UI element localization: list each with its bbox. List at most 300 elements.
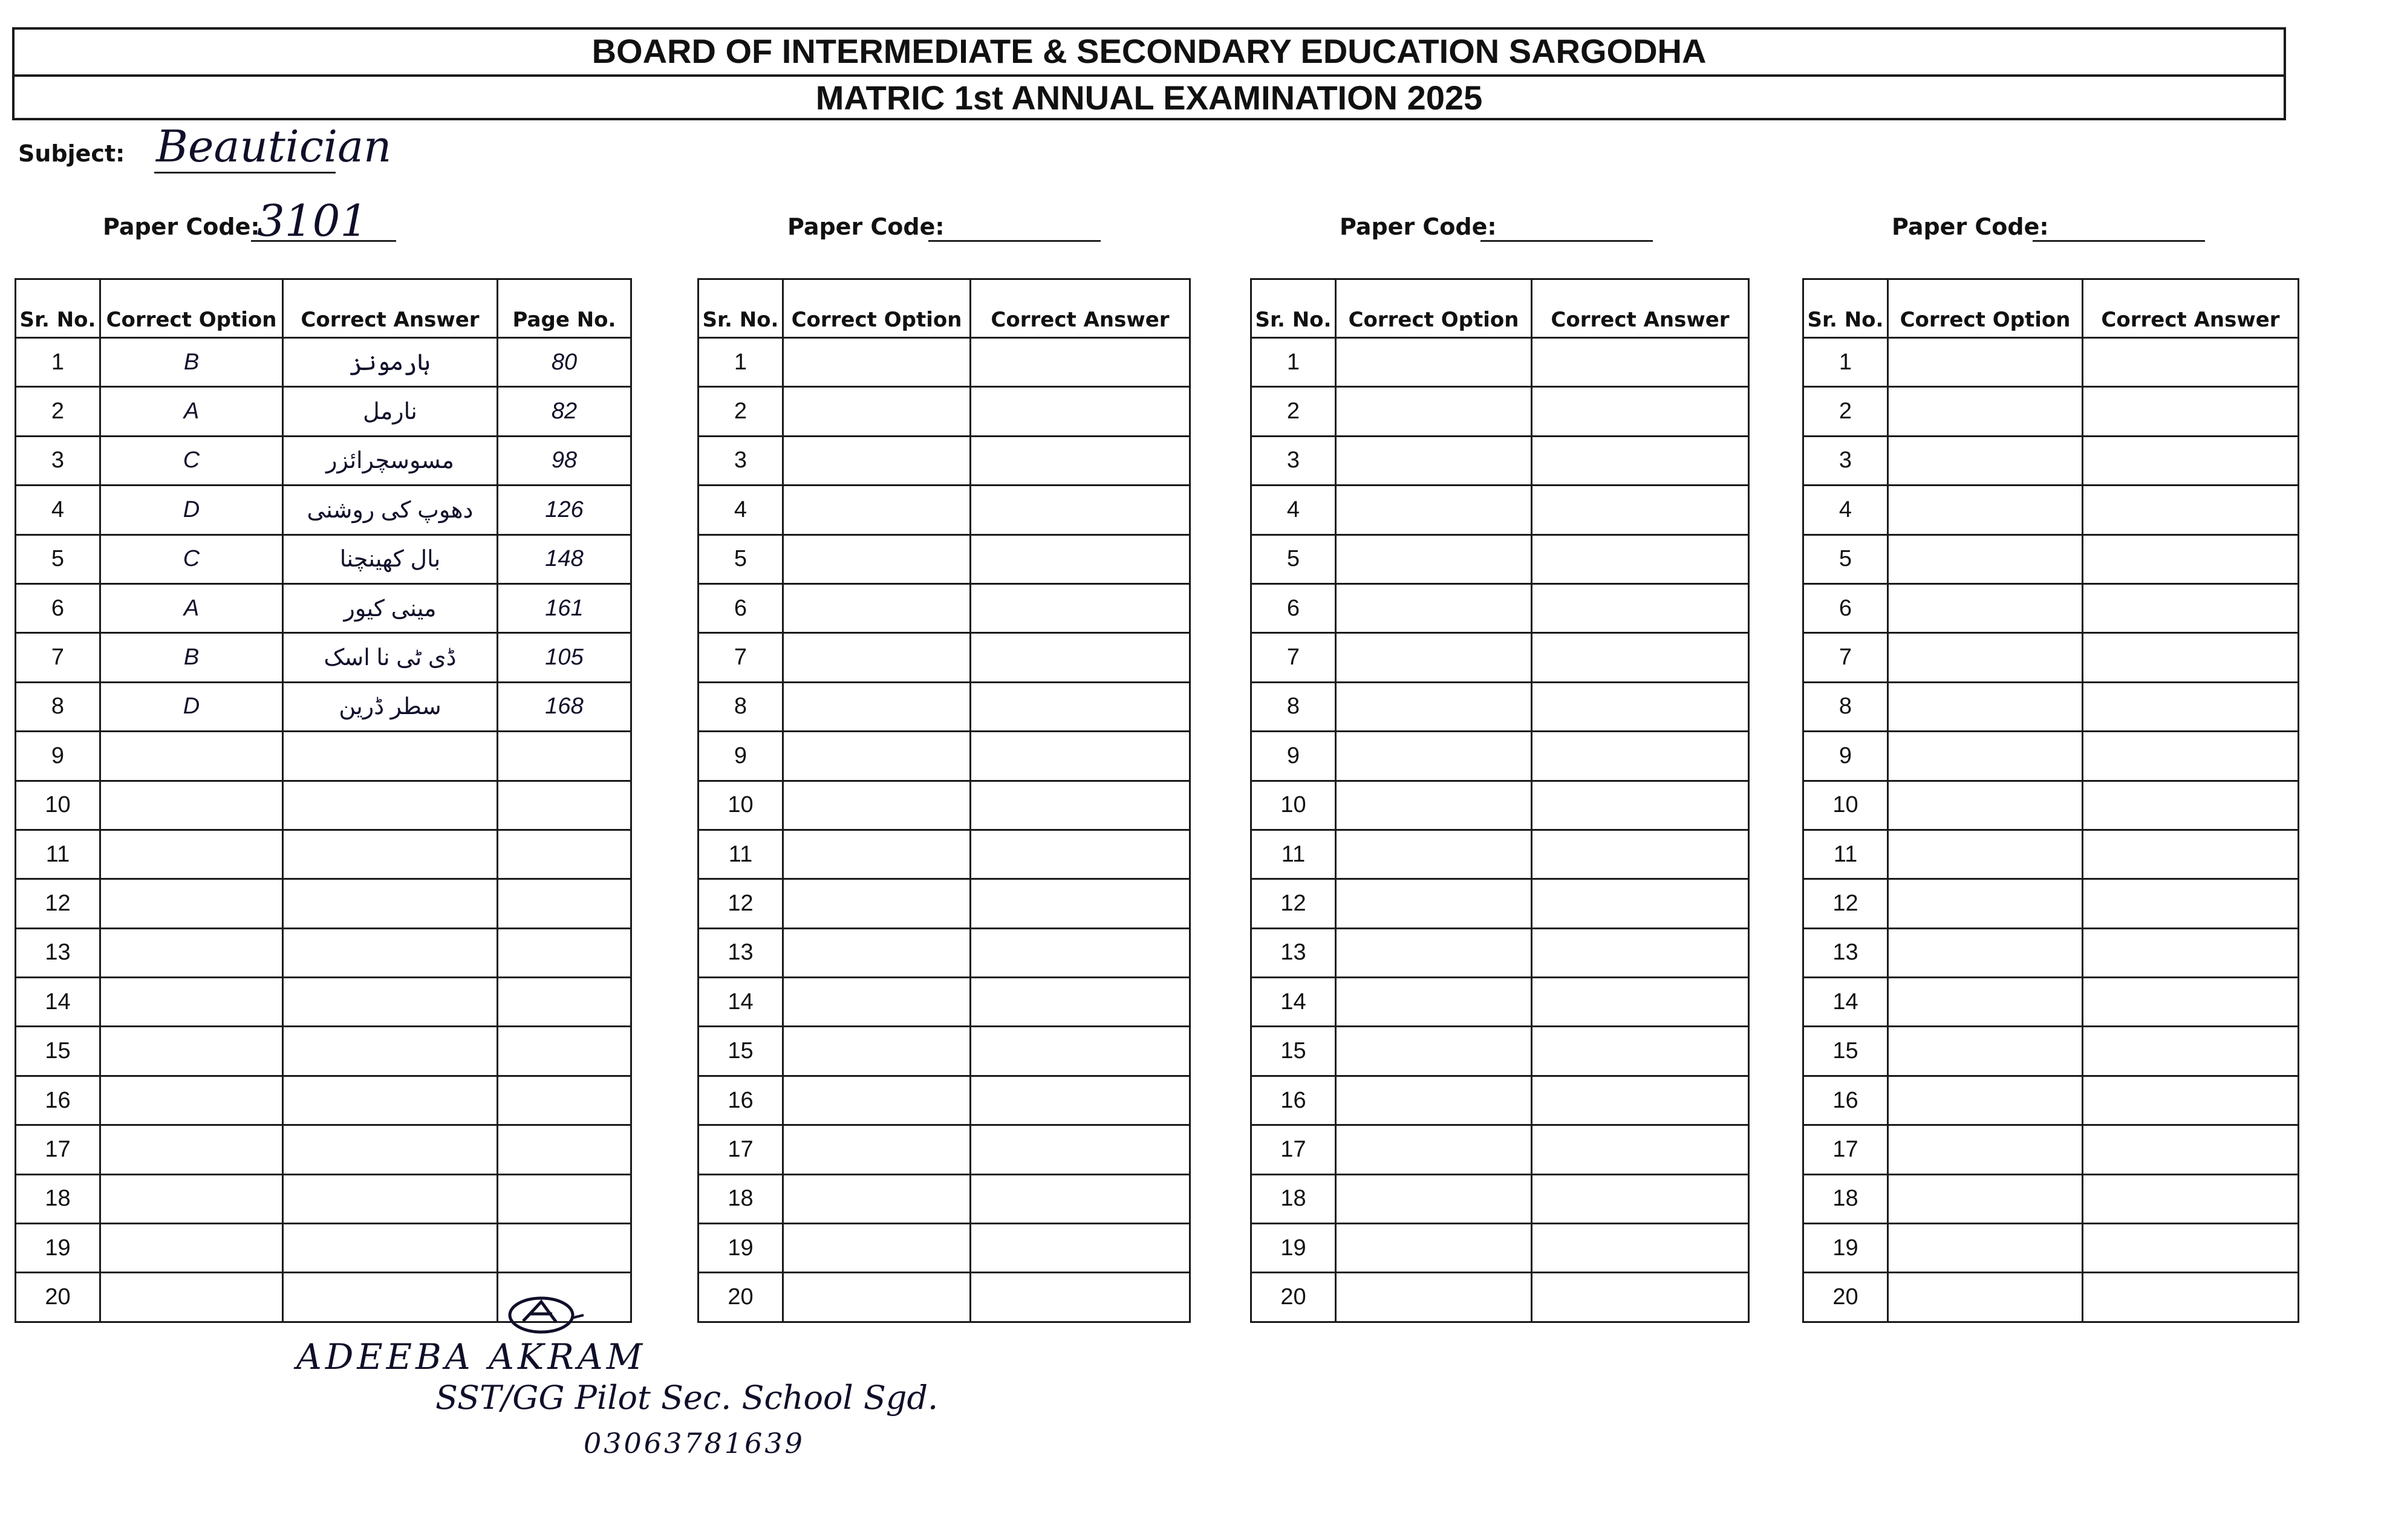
- sr-no-cell: 15: [699, 1027, 783, 1076]
- col-correct-option: Correct Option: [100, 279, 283, 338]
- correct-answer-cell: [971, 682, 1190, 731]
- correct-option-cell: [1336, 1224, 1532, 1273]
- correct-answer-cell: [971, 633, 1190, 682]
- page-no-cell: 168: [498, 682, 631, 731]
- correct-option-cell: [1336, 387, 1532, 436]
- answer-key-table-1: [15, 278, 632, 1323]
- correct-option-cell: [1336, 732, 1532, 781]
- table-row: [1251, 1125, 1749, 1174]
- table-row: [699, 436, 1190, 485]
- correct-option-cell: [783, 781, 971, 830]
- correct-option-cell: [783, 978, 971, 1027]
- sr-no-cell: 11: [16, 830, 100, 879]
- correct-option-cell: C: [100, 534, 283, 583]
- sr-no-cell: 3: [699, 436, 783, 485]
- sr-no-cell: 16: [1251, 1076, 1336, 1125]
- correct-answer-cell: [1532, 732, 1749, 781]
- sr-no-cell: 13: [16, 928, 100, 977]
- sr-no-cell: 10: [1803, 781, 1888, 830]
- sr-no-cell: 19: [1251, 1224, 1336, 1273]
- correct-answer-cell: [2083, 486, 2299, 534]
- sr-no-cell: 1: [1803, 338, 1888, 387]
- correct-answer-cell: [971, 1273, 1190, 1322]
- sr-no-cell: 10: [16, 781, 100, 830]
- correct-answer-cell: [2083, 879, 2299, 928]
- page-no-cell: [498, 1027, 631, 1076]
- correct-option-cell: [1888, 436, 2083, 485]
- table-row: [699, 732, 1190, 781]
- correct-option-cell: [1888, 1027, 2083, 1076]
- correct-option-cell: [1336, 1125, 1532, 1174]
- sr-no-cell: 9: [16, 732, 100, 781]
- col-correct-option: Correct Option: [1336, 279, 1532, 338]
- sr-no-cell: 4: [699, 486, 783, 534]
- sr-no-cell: 16: [699, 1076, 783, 1125]
- page-no-cell: [498, 830, 631, 879]
- correct-option-cell: [1336, 830, 1532, 879]
- sr-no-cell: 1: [1251, 338, 1336, 387]
- page-no-cell: [498, 781, 631, 830]
- table-row: [1803, 534, 2299, 583]
- page-no-cell: 105: [498, 633, 631, 682]
- col-correct-answer: Correct Answer: [1532, 279, 1749, 338]
- sr-no-cell: 2: [699, 387, 783, 436]
- correct-option-cell: A: [100, 387, 283, 436]
- correct-answer-cell: [1532, 1273, 1749, 1322]
- col-sr-no: Sr. No.: [16, 279, 100, 338]
- correct-answer-cell: [2083, 338, 2299, 387]
- sr-no-cell: 20: [699, 1273, 783, 1322]
- table-row: [16, 583, 631, 632]
- table-row: [16, 1125, 631, 1174]
- table-row: [1251, 1224, 1749, 1273]
- signature-mark: [505, 1291, 587, 1338]
- correct-answer-cell: [2083, 633, 2299, 682]
- table-row: [1803, 682, 2299, 731]
- sr-no-cell: 5: [699, 534, 783, 583]
- correct-option-cell: [100, 978, 283, 1027]
- correct-answer-cell: [2083, 1273, 2299, 1322]
- table-row: [699, 583, 1190, 632]
- table-row: [16, 1174, 631, 1223]
- correct-option-cell: [783, 682, 971, 731]
- correct-answer-cell: [1532, 1174, 1749, 1223]
- correct-answer-cell: ہارمونز: [283, 338, 498, 387]
- correct-option-cell: [783, 1125, 971, 1174]
- correct-answer-cell: [283, 928, 498, 977]
- paper-code-label: Paper Code:: [787, 213, 945, 240]
- sr-no-cell: 17: [16, 1125, 100, 1174]
- table-row: [1803, 1027, 2299, 1076]
- page-no-cell: [498, 1224, 631, 1273]
- page-no-cell: 98: [498, 436, 631, 485]
- correct-answer-cell: [1532, 486, 1749, 534]
- table-row: [1251, 1027, 1749, 1076]
- col-correct-option: Correct Option: [783, 279, 971, 338]
- table-row: [16, 387, 631, 436]
- correct-answer-cell: [283, 1224, 498, 1273]
- table-row: [1251, 732, 1749, 781]
- header-divider: [15, 74, 2284, 77]
- correct-option-cell: [1336, 879, 1532, 928]
- page-no-cell: [498, 1125, 631, 1174]
- sr-no-cell: 8: [699, 682, 783, 731]
- correct-option-cell: [1336, 978, 1532, 1027]
- sr-no-cell: 20: [1251, 1273, 1336, 1322]
- table-row: [1803, 436, 2299, 485]
- table-row: [16, 682, 631, 731]
- table-row: [699, 928, 1190, 977]
- correct-answer-cell: [283, 830, 498, 879]
- correct-answer-cell: [971, 830, 1190, 879]
- page-no-cell: [498, 1174, 631, 1223]
- table-row: [1251, 387, 1749, 436]
- correct-answer-cell: [971, 436, 1190, 485]
- correct-answer-cell: [971, 879, 1190, 928]
- correct-answer-cell: [2083, 1174, 2299, 1223]
- sr-no-cell: 6: [699, 583, 783, 632]
- correct-option-cell: [783, 1027, 971, 1076]
- sr-no-cell: 14: [699, 978, 783, 1027]
- correct-option-cell: [1336, 1027, 1532, 1076]
- sr-no-cell: 7: [1803, 633, 1888, 682]
- correct-answer-cell: [2083, 1125, 2299, 1174]
- correct-answer-cell: [971, 978, 1190, 1027]
- table-row: [1803, 978, 2299, 1027]
- page-no-cell: [498, 732, 631, 781]
- subject-value: Beautician: [156, 121, 392, 172]
- table-row: [699, 338, 1190, 387]
- sr-no-cell: 10: [1251, 781, 1336, 830]
- correct-answer-cell: [2083, 830, 2299, 879]
- table-row: [1803, 879, 2299, 928]
- table-row: [16, 1027, 631, 1076]
- correct-option-cell: [1888, 1076, 2083, 1125]
- table-row: [699, 1027, 1190, 1076]
- sr-no-cell: 3: [16, 436, 100, 485]
- correct-answer-cell: [971, 387, 1190, 436]
- correct-answer-cell: [1532, 830, 1749, 879]
- correct-option-cell: [1888, 781, 2083, 830]
- sr-no-cell: 19: [16, 1224, 100, 1273]
- correct-answer-cell: ڈی ٹی نا اسک: [283, 633, 498, 682]
- correct-answer-cell: [2083, 682, 2299, 731]
- correct-option-cell: [1888, 338, 2083, 387]
- correct-option-cell: [1336, 1174, 1532, 1223]
- sr-no-cell: 17: [699, 1125, 783, 1174]
- correct-answer-cell: [283, 1027, 498, 1076]
- correct-option-cell: [1336, 928, 1532, 977]
- correct-answer-cell: [971, 486, 1190, 534]
- sr-no-cell: 3: [1251, 436, 1336, 485]
- sr-no-cell: 16: [1803, 1076, 1888, 1125]
- correct-option-cell: [1888, 1224, 2083, 1273]
- correct-answer-cell: [2083, 387, 2299, 436]
- paper-code-value: 3101: [257, 195, 368, 246]
- page-no-cell: 161: [498, 583, 631, 632]
- sr-no-cell: 9: [699, 732, 783, 781]
- sr-no-cell: 6: [16, 583, 100, 632]
- col-sr-no: Sr. No.: [1251, 279, 1336, 338]
- correct-answer-cell: [1532, 436, 1749, 485]
- correct-option-cell: [1888, 633, 2083, 682]
- paper-code-line: [251, 240, 396, 242]
- correct-answer-cell: [1532, 583, 1749, 632]
- table-header-row: [1803, 279, 2299, 338]
- correct-answer-cell: بال کھینچنا: [283, 534, 498, 583]
- correct-option-cell: [100, 1174, 283, 1223]
- table-row: [699, 534, 1190, 583]
- sr-no-cell: 2: [16, 387, 100, 436]
- sr-no-cell: 16: [16, 1076, 100, 1125]
- correct-answer-cell: [2083, 534, 2299, 583]
- sr-no-cell: 12: [1251, 879, 1336, 928]
- table-row: [699, 633, 1190, 682]
- sr-no-cell: 8: [1803, 682, 1888, 731]
- correct-option-cell: [100, 879, 283, 928]
- table-row: [699, 387, 1190, 436]
- page-no-cell: [498, 879, 631, 928]
- correct-answer-cell: [283, 978, 498, 1027]
- correct-answer-cell: [1532, 682, 1749, 731]
- sr-no-cell: 7: [1251, 633, 1336, 682]
- correct-answer-cell: [283, 1125, 498, 1174]
- correct-option-cell: B: [100, 633, 283, 682]
- correct-answer-cell: [2083, 1027, 2299, 1076]
- table-row: [16, 928, 631, 977]
- correct-option-cell: [783, 879, 971, 928]
- correct-option-cell: [100, 830, 283, 879]
- sr-no-cell: 8: [16, 682, 100, 731]
- table-row: [1251, 1273, 1749, 1322]
- sr-no-cell: 4: [1803, 486, 1888, 534]
- table-row: [1803, 633, 2299, 682]
- correct-answer-cell: [971, 583, 1190, 632]
- table-row: [1251, 1174, 1749, 1223]
- table-row: [1251, 682, 1749, 731]
- signatory-name: ADEEBA AKRAM: [296, 1336, 646, 1377]
- table-row: [16, 633, 631, 682]
- correct-option-cell: [100, 1273, 283, 1322]
- sr-no-cell: 7: [699, 633, 783, 682]
- correct-answer-cell: [2083, 732, 2299, 781]
- sr-no-cell: 12: [1803, 879, 1888, 928]
- paper-code-label: Paper Code:: [103, 213, 260, 240]
- table-row: [699, 1273, 1190, 1322]
- table-row: [699, 486, 1190, 534]
- table-row: [1251, 928, 1749, 977]
- sr-no-cell: 11: [1251, 830, 1336, 879]
- sr-no-cell: 11: [1803, 830, 1888, 879]
- correct-answer-cell: [971, 1076, 1190, 1125]
- sr-no-cell: 8: [1251, 682, 1336, 731]
- correct-answer-cell: [1532, 1125, 1749, 1174]
- sr-no-cell: 14: [1251, 978, 1336, 1027]
- correct-option-cell: [100, 928, 283, 977]
- correct-option-cell: [1888, 879, 2083, 928]
- table-row: [1803, 781, 2299, 830]
- page-no-cell: [498, 978, 631, 1027]
- board-header: [12, 27, 2286, 120]
- table-row: [1251, 338, 1749, 387]
- correct-option-cell: [783, 436, 971, 485]
- correct-option-cell: [1888, 486, 2083, 534]
- sr-no-cell: 5: [16, 534, 100, 583]
- col-correct-option: Correct Option: [1888, 279, 2083, 338]
- table-row: [1251, 534, 1749, 583]
- correct-option-cell: [1888, 583, 2083, 632]
- correct-answer-cell: [971, 338, 1190, 387]
- page-no-cell: [498, 928, 631, 977]
- table-row: [1803, 732, 2299, 781]
- table-row: [1803, 338, 2299, 387]
- board-title: BOARD OF INTERMEDIATE & SECONDARY EDUCATION SARGODHA: [591, 32, 1707, 70]
- signatory-designation: SST/GG Pilot Sec. School Sgd.: [435, 1379, 939, 1417]
- correct-option-cell: [783, 1174, 971, 1223]
- table-row: [16, 534, 631, 583]
- correct-option-cell: D: [100, 486, 283, 534]
- correct-answer-cell: [971, 732, 1190, 781]
- table-row: [16, 486, 631, 534]
- correct-option-cell: [1336, 633, 1532, 682]
- table-header-row: [1251, 279, 1749, 338]
- correct-option-cell: [783, 732, 971, 781]
- sr-no-cell: 12: [16, 879, 100, 928]
- sr-no-cell: 20: [1803, 1273, 1888, 1322]
- correct-option-cell: [1336, 781, 1532, 830]
- sr-no-cell: 15: [1251, 1027, 1336, 1076]
- sr-no-cell: 9: [1251, 732, 1336, 781]
- correct-answer-cell: [2083, 1224, 2299, 1273]
- page-no-cell: 126: [498, 486, 631, 534]
- sr-no-cell: 1: [16, 338, 100, 387]
- correct-option-cell: [783, 534, 971, 583]
- table-row: [699, 1125, 1190, 1174]
- answer-key-table-3: [1250, 278, 1750, 1323]
- table-row: [1251, 486, 1749, 534]
- correct-option-cell: A: [100, 583, 283, 632]
- sr-no-cell: 2: [1803, 387, 1888, 436]
- correct-option-cell: [1336, 1076, 1532, 1125]
- correct-answer-cell: [1532, 534, 1749, 583]
- table-row: [699, 781, 1190, 830]
- sr-no-cell: 18: [16, 1174, 100, 1223]
- correct-option-cell: [100, 1076, 283, 1125]
- correct-option-cell: [1336, 583, 1532, 632]
- correct-option-cell: [100, 1224, 283, 1273]
- correct-answer-cell: [1532, 879, 1749, 928]
- correct-answer-cell: [971, 928, 1190, 977]
- sr-no-cell: 19: [699, 1224, 783, 1273]
- table-row: [1803, 583, 2299, 632]
- sr-no-cell: 1: [699, 338, 783, 387]
- correct-option-cell: D: [100, 682, 283, 731]
- table-row: [1803, 830, 2299, 879]
- correct-answer-cell: [971, 1125, 1190, 1174]
- table-row: [1803, 1224, 2299, 1273]
- table-row: [1251, 583, 1749, 632]
- sr-no-cell: 13: [1803, 928, 1888, 977]
- correct-answer-cell: مسوسچرائزر: [283, 436, 498, 485]
- correct-answer-cell: [971, 1027, 1190, 1076]
- sr-no-cell: 13: [1251, 928, 1336, 977]
- correct-option-cell: B: [100, 338, 283, 387]
- table-row: [16, 436, 631, 485]
- correct-answer-cell: [2083, 1076, 2299, 1125]
- correct-option-cell: [1888, 732, 2083, 781]
- correct-answer-cell: [1532, 1224, 1749, 1273]
- answer-key-table-4: [1802, 278, 2299, 1323]
- table-row: [1803, 1125, 2299, 1174]
- correct-answer-cell: [2083, 436, 2299, 485]
- exam-title: MATRIC 1st ANNUAL EXAMINATION 2025: [815, 79, 1483, 117]
- sr-no-cell: 13: [699, 928, 783, 977]
- correct-option-cell: [1888, 1174, 2083, 1223]
- table-header-row: [16, 279, 631, 338]
- sr-no-cell: 5: [1251, 534, 1336, 583]
- table-row: [16, 978, 631, 1027]
- correct-option-cell: [783, 830, 971, 879]
- correct-option-cell: [1888, 1125, 2083, 1174]
- table-row: [699, 978, 1190, 1027]
- correct-option-cell: [1336, 436, 1532, 485]
- correct-option-cell: [1888, 978, 2083, 1027]
- correct-answer-cell: [1532, 781, 1749, 830]
- correct-answer-cell: مینی کیور: [283, 583, 498, 632]
- correct-option-cell: [1888, 1273, 2083, 1322]
- correct-answer-cell: [283, 1076, 498, 1125]
- correct-option-cell: [100, 1027, 283, 1076]
- table-row: [699, 1224, 1190, 1273]
- table-row: [1803, 387, 2299, 436]
- paper-code-label: Paper Code:: [1892, 213, 2049, 240]
- correct-option-cell: [1888, 830, 2083, 879]
- correct-option-cell: [1336, 338, 1532, 387]
- col-correct-answer: Correct Answer: [283, 279, 498, 338]
- table-row: [1251, 633, 1749, 682]
- correct-option-cell: [1336, 534, 1532, 583]
- subject-label: Subject:: [18, 140, 125, 167]
- correct-option-cell: [1336, 682, 1532, 731]
- correct-answer-cell: [1532, 978, 1749, 1027]
- col-sr-no: Sr. No.: [699, 279, 783, 338]
- correct-option-cell: [100, 781, 283, 830]
- sr-no-cell: 20: [16, 1273, 100, 1322]
- correct-answer-cell: [283, 732, 498, 781]
- correct-answer-cell: [1532, 1027, 1749, 1076]
- correct-option-cell: C: [100, 436, 283, 485]
- table-row: [699, 830, 1190, 879]
- correct-answer-cell: [2083, 928, 2299, 977]
- correct-answer-cell: سطر ڈرین: [283, 682, 498, 731]
- table-row: [16, 1076, 631, 1125]
- signatory-phone: 03063781639: [584, 1427, 805, 1460]
- correct-answer-cell: [971, 1174, 1190, 1223]
- correct-answer-cell: نارمل: [283, 387, 498, 436]
- correct-answer-cell: [971, 1224, 1190, 1273]
- correct-option-cell: [1888, 928, 2083, 977]
- page-no-cell: 148: [498, 534, 631, 583]
- col-page-no: Page No.: [498, 279, 631, 338]
- correct-answer-cell: [2083, 583, 2299, 632]
- paper-code-label: Paper Code:: [1340, 213, 1497, 240]
- table-row: [16, 781, 631, 830]
- sr-no-cell: 6: [1251, 583, 1336, 632]
- sr-no-cell: 7: [16, 633, 100, 682]
- correct-answer-cell: دھوپ کی روشنی: [283, 486, 498, 534]
- correct-option-cell: [783, 1076, 971, 1125]
- correct-option-cell: [783, 387, 971, 436]
